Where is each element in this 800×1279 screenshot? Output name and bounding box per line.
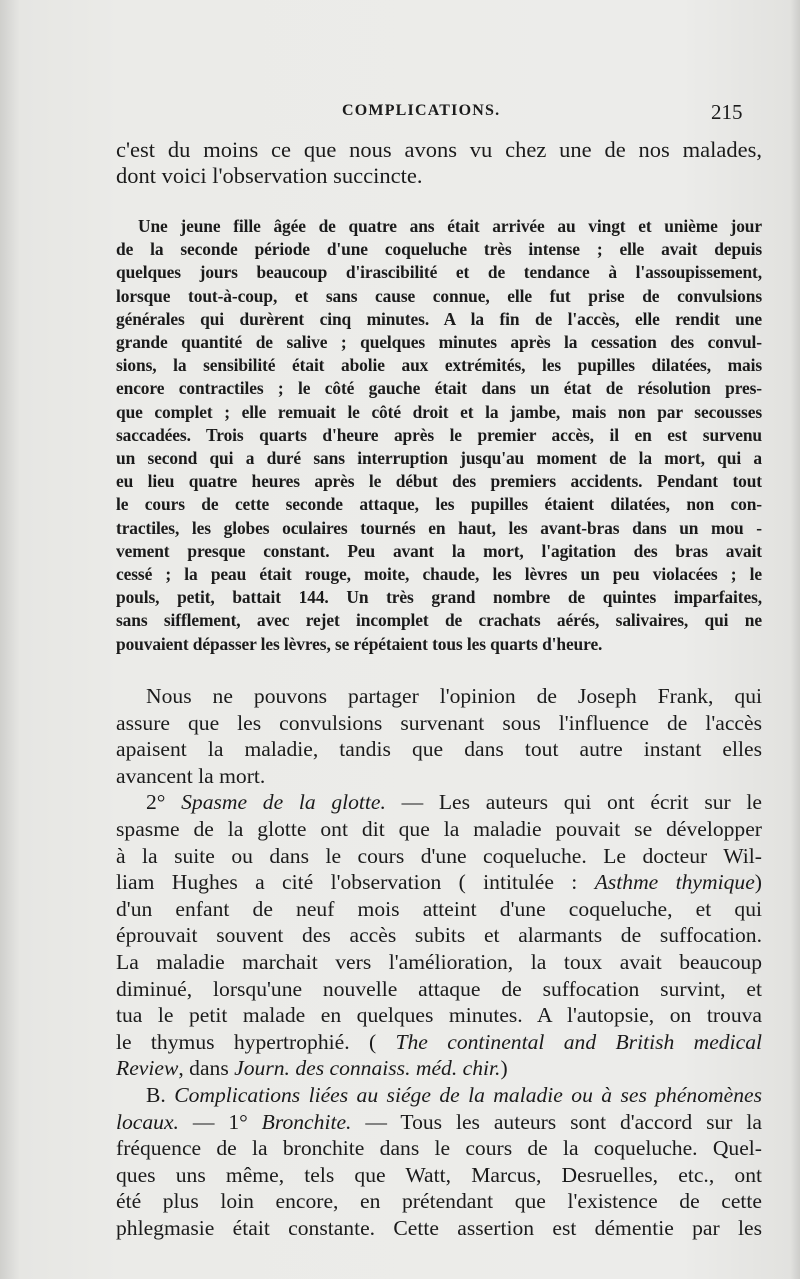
text-fragment: — Les auteurs qui ont écrit sur le (401, 790, 763, 815)
text-line: dont voici l'observation succincte. (116, 163, 423, 188)
obs-line: générales qui durèrent cinq minutes. A la fin de l'accès, elle rendit une (116, 308, 762, 329)
obs-line: cessé ; la peau était rouge, moite, chaude, les lèvres un peu violacées ; le (116, 564, 762, 585)
section-number: 2° (146, 790, 166, 815)
obs-line: tractiles, les globes oculaires tournés en haut, les avant-bras dans un mou - (116, 517, 762, 538)
section-title: locaux. (116, 1109, 179, 1134)
obs-line: le cours de cette seconde attaque, les pupilles étaient dilatées, non con- (116, 494, 762, 515)
obs-line: pouls, petit, battait 144. Un très grand nombre de quintes imparfaites, (116, 587, 762, 608)
text-line: Nous ne pouvons partager l'opinion de Joseph Frank, qui (146, 684, 762, 708)
text-line: à la suite ou dans le cours d'une coqueluche. Le docteur Wil- (116, 843, 762, 868)
text-line: diminué, lorsqu'une nouvelle attaque de suffocation survint, et (116, 976, 762, 1001)
journal-title: The continental and British medical (395, 1029, 762, 1054)
obs-line: sans sifflement, avec rejet incomplet de crachats aérés, salivaires, qui ne (116, 610, 762, 631)
obs-line: un second qui a duré sans interruption jusqu'au moment de la mort, qui a (116, 448, 762, 469)
section-title: Spasme de la glotte. (181, 790, 386, 815)
running-title: COMPLICATIONS. (342, 102, 501, 119)
obs-line: eu lieu quatre heures après le début des premiers accidents. Pendant tout (116, 471, 762, 492)
text-line: d'un enfant de neuf mois atteint d'une coqueluche, et qui (116, 896, 762, 921)
text-line: apaisent la maladie, tandis que dans tout autre instant elles (116, 737, 762, 762)
obs-line: vement presque constant. Peu avant la mort, l'agitation des bras avait (116, 540, 762, 561)
text-line: avancent la mort. (116, 763, 266, 788)
text-line: tua le petit malade en quelques minutes. A l'autopsie, on trouva (116, 1003, 762, 1028)
obs-line: lorsque tout-à-coup, et sans cause connue, elle fut prise de convulsions (116, 285, 762, 306)
section-title: Complications liées au siége de la maladie ou à ses phénomènes (174, 1082, 762, 1107)
obs-line: grande quantité de salive ; quelques minutes après la cessation des convul- (116, 332, 762, 353)
text-line: assure que les convulsions survenant sous l'influence de l'accès (116, 710, 762, 735)
reference-line (116, 1055, 762, 1082)
text-line: phlegmasie était constante. Cette assertion est démentie par les (116, 1215, 762, 1240)
text-fragment: ) (500, 1056, 508, 1081)
reference-line (116, 1029, 762, 1056)
text-line (116, 1109, 762, 1136)
text-line: c'est du moins ce que nous avons vu chez une de nos malades, (116, 137, 762, 162)
text-line: été plus loin encore, en prétendant que l'existence de cette (116, 1189, 762, 1214)
text-line (116, 869, 762, 896)
text-fragment: liam Hughes a cité l'observation ( intitulée : (116, 870, 595, 895)
text-line: éprouvait souvent des accès subits et alarmants de suffocation. (116, 923, 762, 948)
spasme-heading-line (116, 789, 762, 816)
section-letter: B. (146, 1082, 166, 1107)
obs-line: quelques jours beaucoup d'irascibilité et de tendance à l'assoupissement, (116, 262, 762, 283)
text-line: ques uns même, tels que Watt, Marcus, Desruelles, etc., ont (116, 1162, 762, 1187)
obs-line: que complet ; elle remuait le côté droit et la jambe, mais non par secousses (116, 401, 762, 422)
text-line: La maladie marchait vers l'amélioration, la toux avait beaucoup (116, 949, 762, 974)
obs-line: de la seconde période d'une coqueluche très intense ; elle avait depuis (116, 239, 762, 260)
text-line: fréquence de la bronchite dans le cours de la coqueluche. Quel- (116, 1136, 762, 1161)
text-line: spasme de la glotte ont dit que la maladie pouvait se développer (116, 816, 762, 841)
section-number: — 1° (192, 1109, 248, 1134)
body-text (116, 683, 762, 1241)
page-number: 215 (711, 100, 743, 124)
observation-paragraph (116, 215, 762, 656)
text-fragment: — Tous les auteurs sont d'accord sur la (365, 1109, 762, 1134)
journal-title: Journ. des connaiss. méd. chir. (234, 1056, 501, 1081)
obs-line: encore contractiles ; le côté gauche était dans un état de résolution pres- (116, 378, 762, 399)
obs-line: saccadées. Trois quarts d'heure après le premier accès, il en est survenu (116, 424, 762, 445)
text-fragment: , dans (178, 1056, 235, 1081)
obs-line: sions, la sensibilité était abolie aux extrémités, les pupilles dilatées, mais (116, 355, 762, 376)
text-fragment: ) (754, 870, 762, 895)
page-header (0, 102, 800, 128)
obs-line: pouvaient dépasser les lèvres, se répétaient tous les quarts d'heure. (116, 633, 603, 654)
journal-title: Review (116, 1056, 179, 1081)
obs-line: Une jeune fille âgée de quatre ans était arrivée au vingt et unième jour (138, 216, 762, 236)
subsection-title: Bronchite. (261, 1109, 352, 1134)
section-b-heading-line (116, 1082, 762, 1109)
text-fragment: le thymus hypertrophié. ( (116, 1029, 396, 1054)
intro-paragraph (116, 137, 762, 189)
cited-title: Asthme thymique (594, 870, 755, 895)
